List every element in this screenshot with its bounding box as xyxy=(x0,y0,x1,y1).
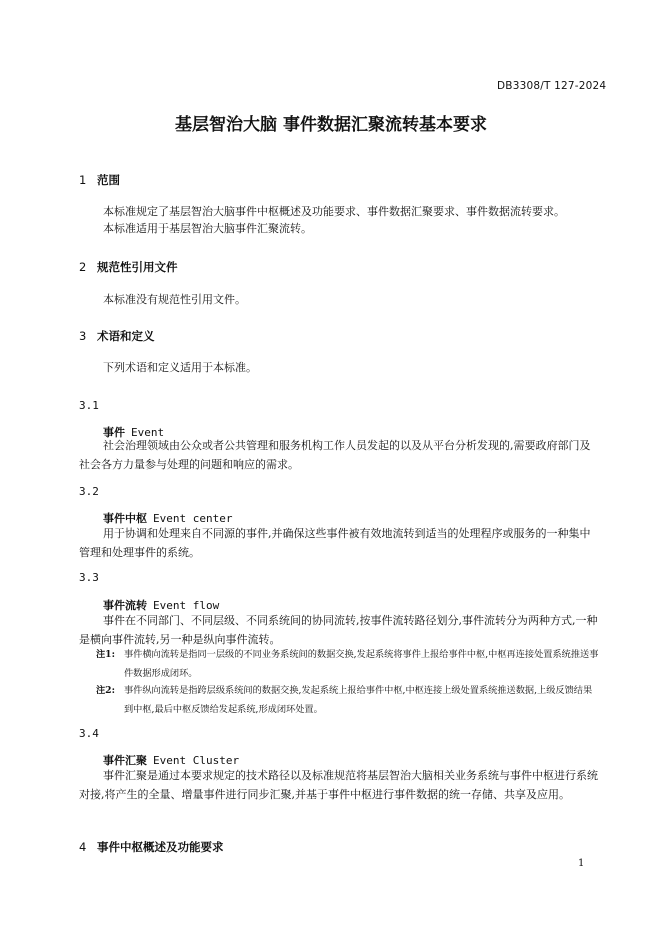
term-number: 3.2 xyxy=(79,485,99,498)
term-english: Event flow xyxy=(153,599,220,612)
term-chinese: 事件流转 xyxy=(103,599,147,612)
term-chinese: 事件 xyxy=(103,426,125,439)
section-title: 事件中枢概述及功能要求 xyxy=(97,840,224,854)
note-text: 事件纵向流转是指跨层级系统间的数据交换,发起系统上报给事件中枢,中枢连接上级处置系统推送数据,上级反馈结果到中枢,最后中枢反馈给发起系统,形成闭环处置。 xyxy=(124,685,593,715)
term-heading xyxy=(103,510,232,526)
section-title: 范围 xyxy=(97,173,120,187)
terms-intro-paragraph: 下列术语和定义适用于本标准。 xyxy=(103,361,257,374)
note xyxy=(96,681,600,719)
note-label: 注2: xyxy=(96,685,115,696)
scope-paragraph-1: 本标准规定了基层智治大脑事件中枢概述及功能要求、事件数据汇聚要求、事件数据流转要求。 xyxy=(103,205,565,218)
term-definition: 社会治理领域由公众或者公共管理和服务机构工作人员发起的以及从平台分析发现的,需要政府部门及社会各方力量参与处理的问题和响应的需求。 xyxy=(79,439,591,471)
term-english: Event Cluster xyxy=(153,754,240,767)
note xyxy=(96,645,600,683)
references-paragraph: 本标准没有规范性引用文件。 xyxy=(103,293,246,306)
term-definition: 用于协调和处理来自不同源的事件,并确保这些事件被有效地流转到适当的处理程序或服务的一种集中管理和处理事件的系统。 xyxy=(79,527,591,559)
term-number: 3.3 xyxy=(79,571,99,584)
section-number: 4 xyxy=(79,840,87,854)
term-english: Event xyxy=(131,426,165,439)
section-heading-2 xyxy=(79,259,178,275)
page-number: 1 xyxy=(578,858,585,869)
term-chinese: 事件中枢 xyxy=(103,512,147,525)
section-number: 1 xyxy=(79,173,87,187)
term-heading xyxy=(103,752,239,768)
term-number: 3.1 xyxy=(79,399,99,412)
term-english: Event center xyxy=(153,512,233,525)
note-label: 注1: xyxy=(96,649,115,660)
document-title: 基层智治大脑 事件数据汇聚流转基本要求 xyxy=(175,115,487,135)
note-text: 事件横向流转是指同一层级的不同业务系统间的数据交换,发起系统将事件上报给事件中枢,中枢再连接处置系统推送事件数据形成闭环。 xyxy=(124,649,599,679)
section-heading-4 xyxy=(79,839,224,855)
scope-paragraph-2: 本标准适用于基层智治大脑事件汇聚流转。 xyxy=(103,222,312,235)
section-title: 规范性引用文件 xyxy=(97,260,178,274)
section-title: 术语和定义 xyxy=(97,329,155,343)
term-chinese: 事件汇聚 xyxy=(103,754,147,767)
section-number: 3 xyxy=(79,329,87,343)
document-code: DB3308/T 127-2024 xyxy=(497,80,607,92)
term-number: 3.4 xyxy=(79,727,99,740)
section-heading-1 xyxy=(79,172,120,188)
section-number: 2 xyxy=(79,260,87,274)
section-heading-3 xyxy=(79,328,155,344)
term-heading xyxy=(103,597,219,613)
term-definition: 事件在不同部门、不同层级、不同系统间的协同流转,按事件流转路径划分,事件流转分为两种方式,一种是横向事件流转,另一种是纵向事件流转。 xyxy=(79,614,598,646)
term-definition: 事件汇聚是通过本要求规定的技术路径以及标准规范将基层智治大脑相关业务系统与事件中枢进行系统对接,将产生的全量、增量事件进行同步汇聚,并基于事件中枢进行事件数据的统一存储、共享及应用。 xyxy=(79,769,598,801)
